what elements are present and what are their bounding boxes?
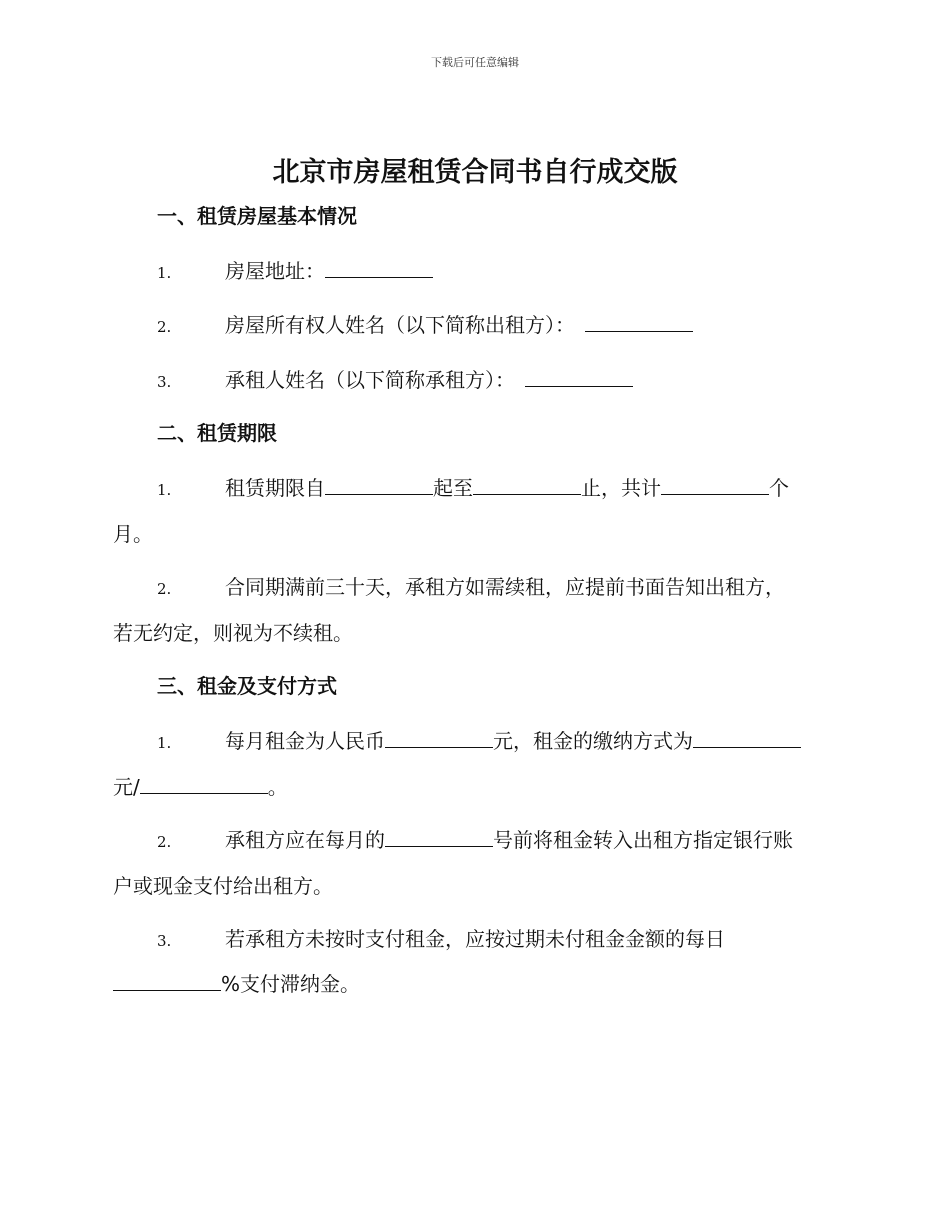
fill-blank[interactable]: [585, 311, 693, 332]
document-title: 北京市房屋租赁合同书自行成交版: [272, 157, 678, 188]
item-text: 房屋所有权人姓名（以下简称出租方）：: [225, 313, 575, 337]
fill-blank[interactable]: [693, 727, 801, 748]
fill-blank[interactable]: [325, 474, 433, 495]
item-number: 2.: [157, 580, 172, 598]
list-item: [157, 309, 693, 338]
list-item: [157, 824, 793, 853]
section-heading-1: 一、租赁房屋基本情况: [157, 204, 357, 228]
fill-blank[interactable]: [525, 366, 633, 387]
list-item: [157, 571, 785, 600]
item-text: 。: [267, 775, 288, 799]
item-text: 个: [769, 476, 789, 500]
item-text: %支付滞纳金。: [221, 972, 361, 996]
item-number: 3.: [157, 373, 172, 391]
item-text: 起至: [433, 476, 473, 500]
item-number: 1.: [157, 734, 172, 752]
item-continuation: [113, 968, 838, 997]
item-continuation: 月。: [113, 522, 153, 546]
item-continuation: 户或现金支付给出租方。: [113, 874, 333, 898]
list-item: [157, 923, 725, 952]
item-text: 承租人姓名（以下简称承租方）：: [225, 368, 515, 392]
fill-blank[interactable]: [325, 257, 433, 278]
section-heading-2: 二、租赁期限: [157, 421, 277, 445]
item-text: 若承租方未按时支付租金，应按过期未付租金金额的每日: [225, 927, 725, 951]
fill-blank[interactable]: [661, 474, 769, 495]
fill-blank[interactable]: [113, 970, 221, 991]
item-text: 合同期满前三十天，承租方如需续租，应提前书面告知出租方，: [225, 575, 785, 599]
item-text: 元，租金的缴纳方式为: [493, 729, 693, 753]
list-item: [157, 725, 801, 754]
item-number: 1.: [157, 481, 172, 499]
list-item: [157, 472, 789, 501]
fill-blank[interactable]: [385, 727, 493, 748]
fill-blank[interactable]: [473, 474, 581, 495]
item-continuation: [113, 771, 838, 800]
item-text: 元/: [113, 775, 140, 799]
fill-blank[interactable]: [140, 773, 268, 794]
item-number: 1.: [157, 264, 172, 282]
list-item: [157, 255, 433, 284]
item-number: 3.: [157, 932, 172, 950]
fill-blank[interactable]: [385, 826, 493, 847]
item-text: 号前将租金转入出租方指定银行账: [493, 828, 793, 852]
list-item: [157, 364, 633, 393]
item-number: 2.: [157, 318, 172, 336]
item-text: 每月租金为人民币: [225, 729, 385, 753]
item-continuation: 若无约定，则视为不续租。: [113, 621, 353, 645]
item-text: 租赁期限自: [225, 476, 325, 500]
item-text: 止，共计: [581, 476, 661, 500]
item-text: 承租方应在每月的: [225, 828, 385, 852]
item-number: 2.: [157, 833, 172, 851]
item-text: 房屋地址：: [225, 259, 325, 283]
section-heading-3: 三、租金及支付方式: [157, 674, 337, 698]
header-note: 下载后可任意编辑: [431, 56, 519, 69]
